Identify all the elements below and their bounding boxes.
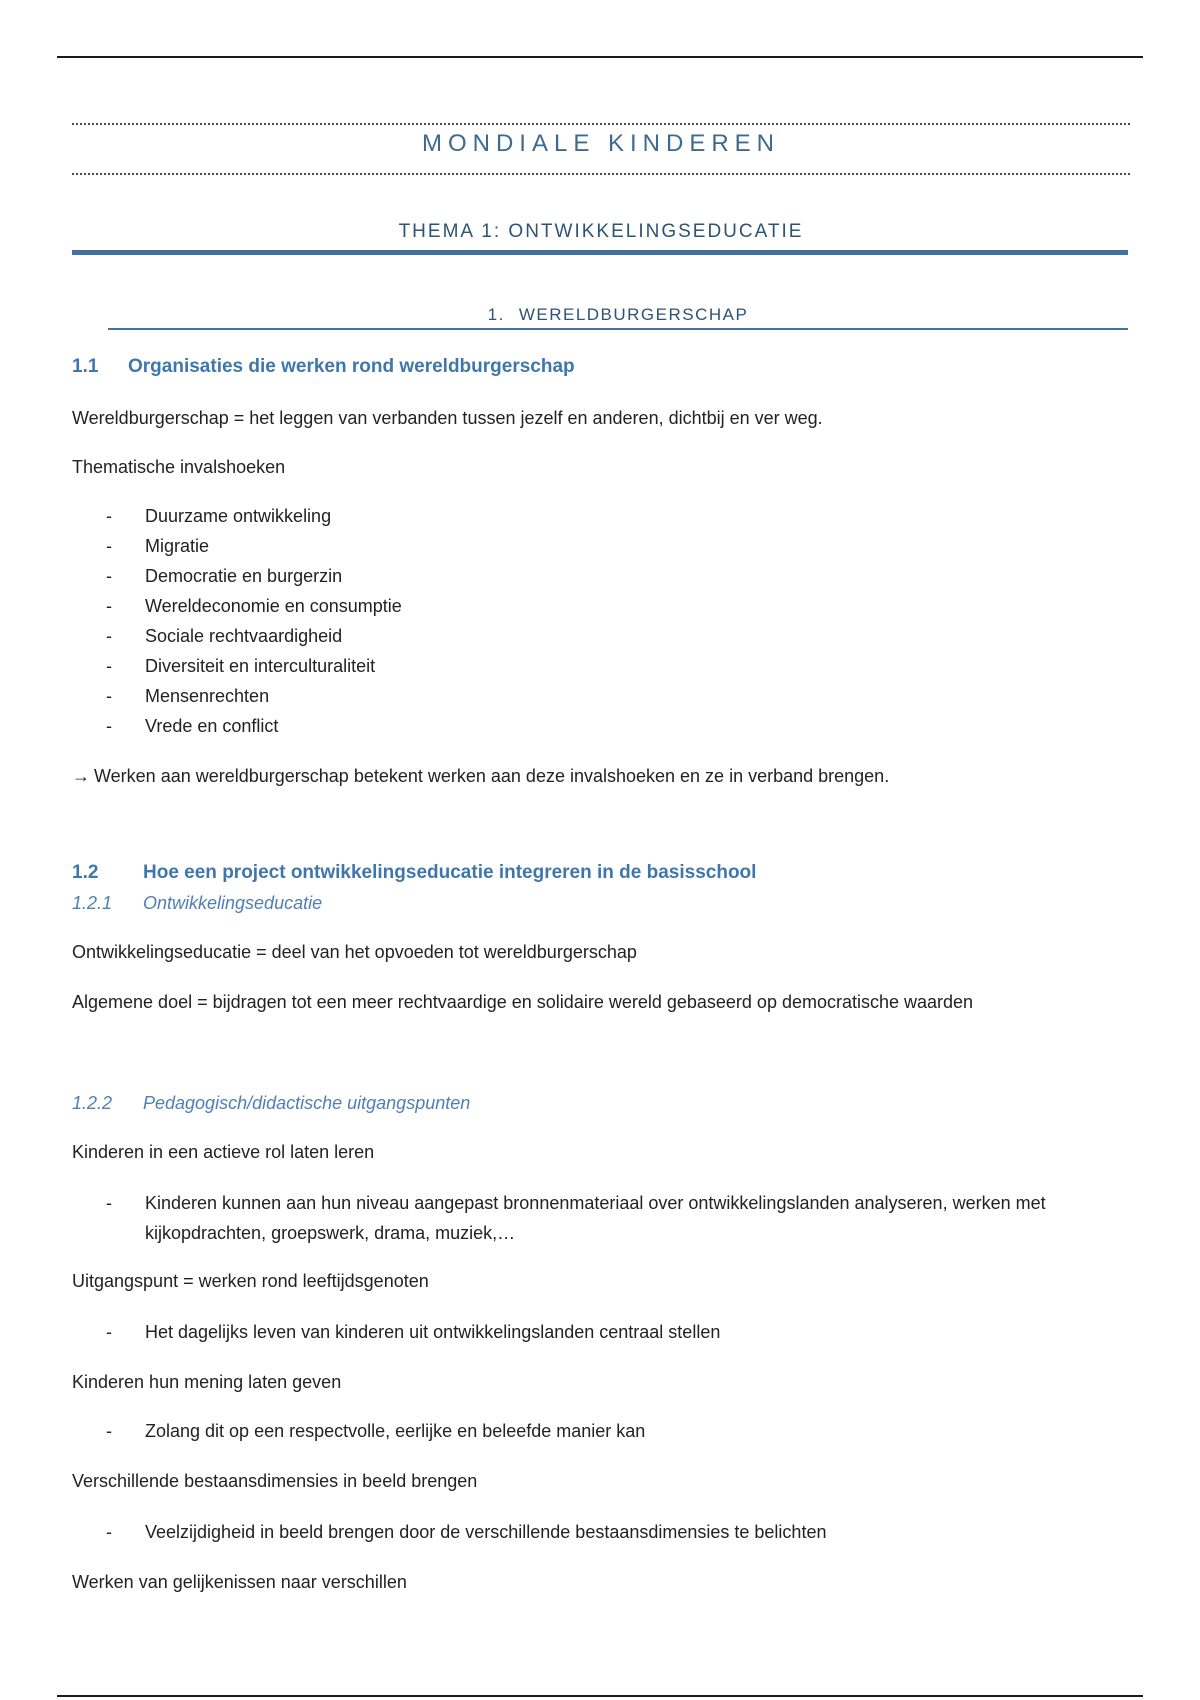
paragraph-uitgangspunt: Uitgangspunt = werken rond leeftijdsgenoten	[72, 1271, 429, 1291]
list-bullet: -	[106, 626, 112, 646]
list-item: - Democratie en burgerzin	[106, 561, 1130, 591]
list-bullet: -	[106, 1193, 112, 1213]
theme-underline-bar	[72, 250, 1128, 255]
subsection-heading-1-2	[72, 862, 756, 884]
subsection-title: Organisaties die werken rond wereldburgerschap	[128, 356, 575, 377]
list-bullet: -	[106, 656, 112, 676]
page-bottom-rule	[57, 1695, 1143, 1697]
document-title: MONDIALE KINDEREN	[421, 130, 781, 157]
section-heading-wereldburgerschap	[108, 305, 1128, 325]
paragraph-mening: Kinderen hun mening laten geven	[72, 1372, 342, 1392]
bullet-list-bestaansdimensies	[106, 1517, 1130, 1547]
subsubsection-number: 1.2.2	[72, 1093, 113, 1113]
list-item: - Het dagelijks leven van kinderen uit ontwikkelingslanden centraal stellen	[106, 1317, 1130, 1347]
paragraph-bestaansdimensies: Verschillende bestaansdimensies in beeld brengen	[72, 1471, 478, 1491]
arrow-right-icon: →	[72, 766, 90, 786]
list-item: - Kinderen kunnen aan hun niveau aangepast bronnenmateriaal over ontwikkelingslanden analyseren, werken met kijkopdrachten, groepswerk, drama, muziek,…	[106, 1188, 1130, 1248]
theme-title: THEMA 1: ONTWIKKELINGSEDUCATIE	[398, 221, 804, 242]
list-item: - Wereldeconomie en consumptie	[106, 591, 1130, 621]
section-number: 1.	[487, 305, 505, 324]
subsubsection-number: 1.2.1	[72, 893, 113, 913]
list-item: - Diversiteit en interculturaliteit	[106, 651, 1130, 681]
list-bullet: -	[106, 566, 112, 586]
list-bullet: -	[106, 596, 112, 616]
thematische-invalshoeken-label: Thematische invalshoeken	[72, 457, 286, 477]
conclusion-text: Werken aan wereldburgerschap betekent werken aan deze invalshoeken en ze in verband brengen.	[94, 766, 890, 786]
subsection-heading-1-1	[72, 356, 575, 378]
list-bullet: -	[106, 1522, 112, 1542]
subsubsection-heading-1-2-1	[72, 893, 322, 914]
list-bullet: -	[106, 716, 112, 736]
paragraph-gelijkenissen: Werken van gelijkenissen naar verschillen	[72, 1572, 407, 1592]
subsubsection-title: Ontwikkelingseducatie	[143, 893, 323, 913]
list-bullet: -	[106, 536, 112, 556]
list-item: - Vrede en conflict	[106, 711, 1130, 741]
subsection-number: 1.2	[72, 862, 99, 883]
wereldburgerschap-definition: Wereldburgerschap = het leggen van verbanden tussen jezelf en anderen, dichtbij en ver weg.	[72, 408, 823, 428]
conclusion-paragraph	[72, 761, 1130, 791]
list-bullet: -	[106, 506, 112, 526]
list-bullet: -	[106, 686, 112, 706]
subsection-title: Hoe een project ontwikkelingseducatie integreren in de basisschool	[143, 862, 757, 883]
bullet-list-actieve-rol	[106, 1188, 1130, 1248]
subsubsection-heading-1-2-2	[72, 1093, 470, 1114]
list-bullet: -	[106, 1322, 112, 1342]
invalshoeken-list	[106, 501, 1130, 741]
algemene-doel-paragraph: Algemene doel = bijdragen tot een meer rechtvaardige en solidaire wereld gebaseerd op democratische waarden	[72, 992, 974, 1012]
subsection-number: 1.1	[72, 356, 99, 377]
section-heading-rule	[108, 328, 1128, 330]
list-item: - Veelzijdigheid in beeld brengen door de verschillende bestaansdimensies te belichten	[106, 1517, 1130, 1547]
subsubsection-title: Pedagogisch/didactische uitgangspunten	[143, 1093, 471, 1113]
list-item: - Zolang dit op een respectvolle, eerlijke en beleefde manier kan	[106, 1416, 1130, 1446]
page-top-rule	[57, 56, 1143, 58]
ontwikkelingseducatie-definition: Ontwikkelingseducatie = deel van het opvoeden tot wereldburgerschap	[72, 942, 637, 962]
list-item: - Mensenrechten	[106, 681, 1130, 711]
bullet-list-mening	[106, 1416, 1130, 1446]
list-bullet: -	[106, 1421, 112, 1441]
paragraph-actieve-rol: Kinderen in een actieve rol laten leren	[72, 1142, 375, 1162]
bullet-list-uitgangspunt	[106, 1317, 1130, 1347]
list-item: - Duurzame ontwikkeling	[106, 501, 1130, 531]
section-title: WERELDBURGERSCHAP	[518, 305, 749, 324]
list-item: - Sociale rechtvaardigheid	[106, 621, 1130, 651]
list-item: - Migratie	[106, 531, 1130, 561]
